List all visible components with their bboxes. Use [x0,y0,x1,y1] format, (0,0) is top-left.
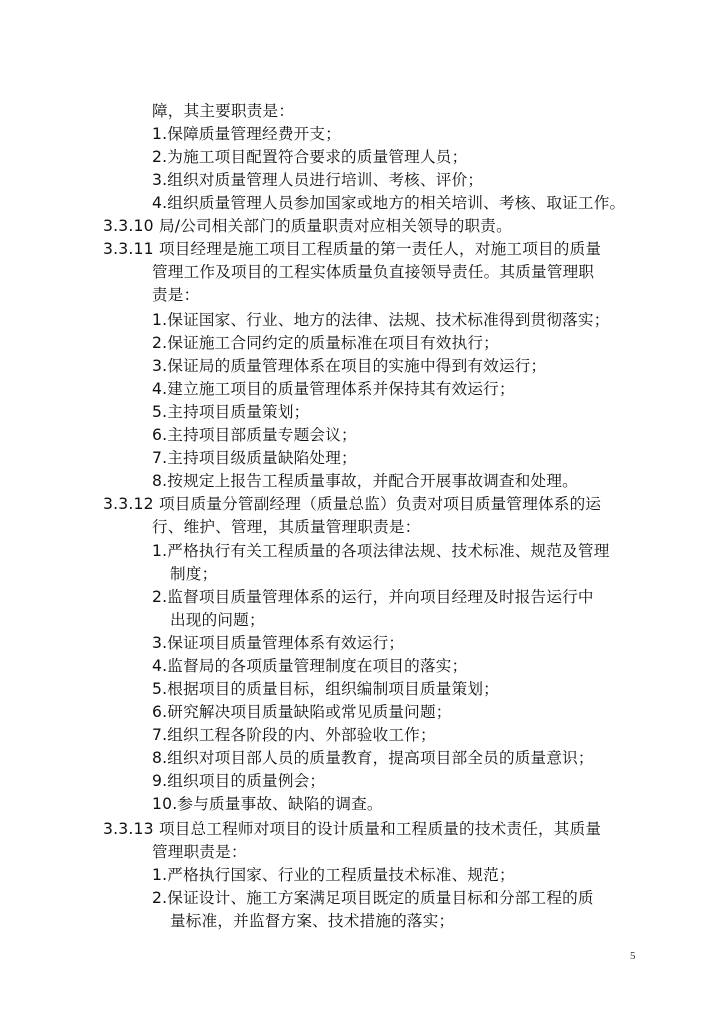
text-line: 6.主持项目部质量专题会议； [152,426,357,444]
text-line: 3.保证项目质量管理体系有效运行； [152,634,405,652]
section-heading-3-3-13: 3.3.13 项目总工程师对项目的设计质量和工程质量的技术责任，其质量 [103,820,602,838]
text-line: 4.建立施工项目的质量管理体系并保持其有效运行； [152,380,515,398]
section-heading-3-3-12: 3.3.12 项目质量分管副经理（质量总监）负责对项目质量管理体系的运 [103,495,602,513]
text-line: 2.保证施工合同约定的质量标准在项目有效执行； [152,334,499,352]
text-line: 障，其主要职责是： [152,102,295,120]
text-line: 行、维护、管理，其质量管理职责是： [152,518,421,536]
text-line: 1.严格执行有关工程质量的各项法律法规、技术标准、规范及管理 [152,542,610,560]
text-line: 2.监督项目质量管理体系的运行，并向项目经理及时报告运行中 [152,588,594,606]
text-line: 9.组织项目的质量例会； [152,772,326,790]
text-line: 2.为施工项目配置符合要求的质量管理人员； [152,148,468,166]
section-heading-3-3-10: 3.3.10 局/公司相关部门的质量职责对应相关领导的职责。 [103,217,512,235]
text-line: 8.组织对项目部人员的质量教育，提高项目部全员的质量意识； [152,749,594,767]
text-line: 量标准，并监督方案、技术措施的落实； [170,912,455,930]
text-line: 制度； [170,565,218,583]
text-line: 2.保证设计、施工方案满足项目既定的质量目标和分部工程的质 [152,889,594,907]
text-line: 3.组织对质量管理人员进行培训、考核、评价； [152,171,484,189]
text-line: 5.根据项目的质量目标，组织编制项目质量策划； [152,680,499,698]
text-line: 责是： [152,286,200,304]
text-line: 4.监督局的各项质量管理制度在项目的落实； [152,657,468,675]
text-line: 1.保证国家、行业、地方的法律、法规、技术标准得到贯彻落实； [152,311,610,329]
text-line: 4.组织质量管理人员参加国家或地方的相关培训、考核、取证工作。 [152,194,626,212]
text-line: 管理职责是： [152,843,247,861]
text-line: 6.研究解决项目质量缺陷或常见质量问题； [152,703,452,721]
text-line: 7.组织工程各阶段的内、外部验收工作； [152,726,436,744]
text-line: 1.严格执行国家、行业的工程质量技术标准、规范； [152,866,515,884]
text-line: 出现的问题； [170,611,265,629]
text-line: 10.参与质量事故、缺陷的调查。 [152,795,383,813]
page-number: 5 [630,950,636,962]
text-line: 3.保证局的质量管理体系在项目的实施中得到有效运行； [152,357,547,375]
text-line: 1.保障质量管理经费开支； [152,125,342,143]
text-line: 7.主持项目级质量缺陷处理； [152,449,357,467]
text-line: 8.按规定上报告工程质量事故，并配合开展事故调查和处理。 [152,472,578,490]
text-line: 管理工作及项目的工程实体质量负直接领导责任。其质量管理职 [152,263,595,281]
section-heading-3-3-11: 3.3.11 项目经理是施工项目工程质量的第一责任人，对施工项目的质量 [103,240,602,258]
text-line: 5.主持项目质量策划； [152,403,310,421]
